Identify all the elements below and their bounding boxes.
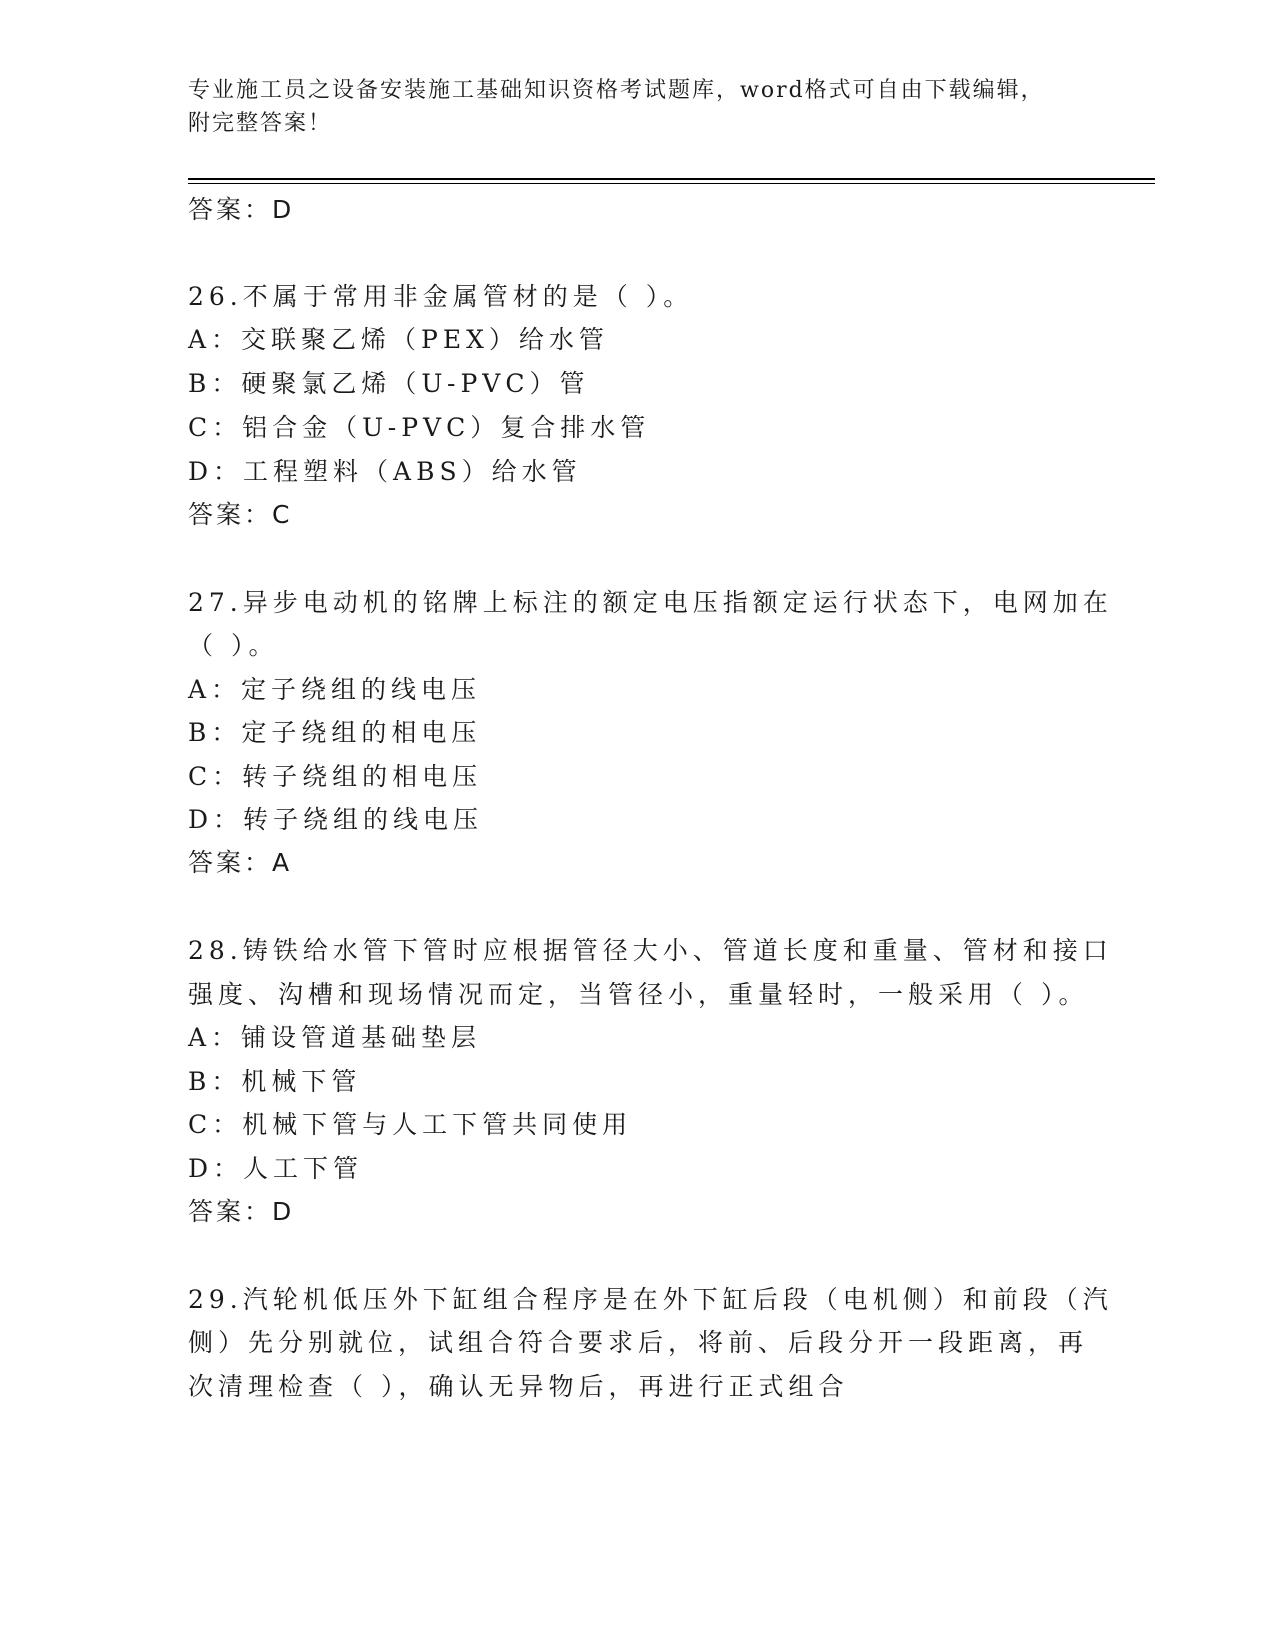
question-28-option-c: C：机械下管与人工下管共同使用 <box>188 1110 633 1139</box>
question-29-stem-line-2: 侧）先分别就位，试组合符合要求后，将前、后段分开一段距离，再 <box>188 1328 1089 1357</box>
question-27-answer: 答案：A <box>188 848 293 877</box>
question-27-option-b: B：定子绕组的相电压 <box>188 718 482 747</box>
question-26-option-c: C：铝合金（U-PVC）复合排水管 <box>188 413 651 442</box>
header-line-2: 附完整答案！ <box>188 111 333 136</box>
question-27-option-c: C：转子绕组的相电压 <box>188 762 483 791</box>
question-26-answer: 答案：C <box>188 500 293 529</box>
header-line-1: 专业施工员之设备安装施工基础知识资格考试题库，word格式可自由下载编辑， <box>188 78 1045 103</box>
header-divider-thin <box>188 183 1155 184</box>
question-26-option-d: D：工程塑料（ABS）给水管 <box>188 457 582 486</box>
question-28-stem-line-1: 28.铸铁给水管下管时应根据管径大小、管道长度和重量、管材和接口 <box>188 936 1113 965</box>
question-29-stem-line-1: 29.汽轮机低压外下缸组合程序是在外下缸后段（电机侧）和前段（汽 <box>188 1285 1113 1314</box>
question-28-option-d: D：人工下管 <box>188 1154 364 1183</box>
question-28-option-a: A：铺设管道基础垫层 <box>188 1023 482 1052</box>
question-26-option-a: A：交联聚乙烯（PEX）给水管 <box>188 325 609 354</box>
question-27-stem-line-2: （ ）。 <box>188 631 279 660</box>
question-28-stem-line-2: 强度、沟槽和现场情况而定，当管径小，重量轻时，一般采用（ ）。 <box>188 980 1089 1009</box>
question-26-stem: 26.不属于常用非金属管材的是（ ）。 <box>188 282 694 311</box>
answer-previous: 答案：D <box>188 195 295 224</box>
question-26-option-b: B：硬聚氯乙烯（U-PVC）管 <box>188 369 590 398</box>
question-28-option-b: B：机械下管 <box>188 1067 362 1096</box>
question-29-stem-line-3: 次清理检查（ ），确认无异物后，再进行正式组合 <box>188 1372 849 1401</box>
question-27-stem-line-1: 27.异步电动机的铭牌上标注的额定电压指额定运行状态下，电网加在 <box>188 588 1113 617</box>
question-28-answer: 答案：D <box>188 1197 295 1226</box>
header-divider-thick <box>188 178 1155 180</box>
question-27-option-a: A：定子绕组的线电压 <box>188 675 482 704</box>
document-header <box>188 74 1088 140</box>
question-27-option-d: D：转子绕组的线电压 <box>188 805 484 834</box>
